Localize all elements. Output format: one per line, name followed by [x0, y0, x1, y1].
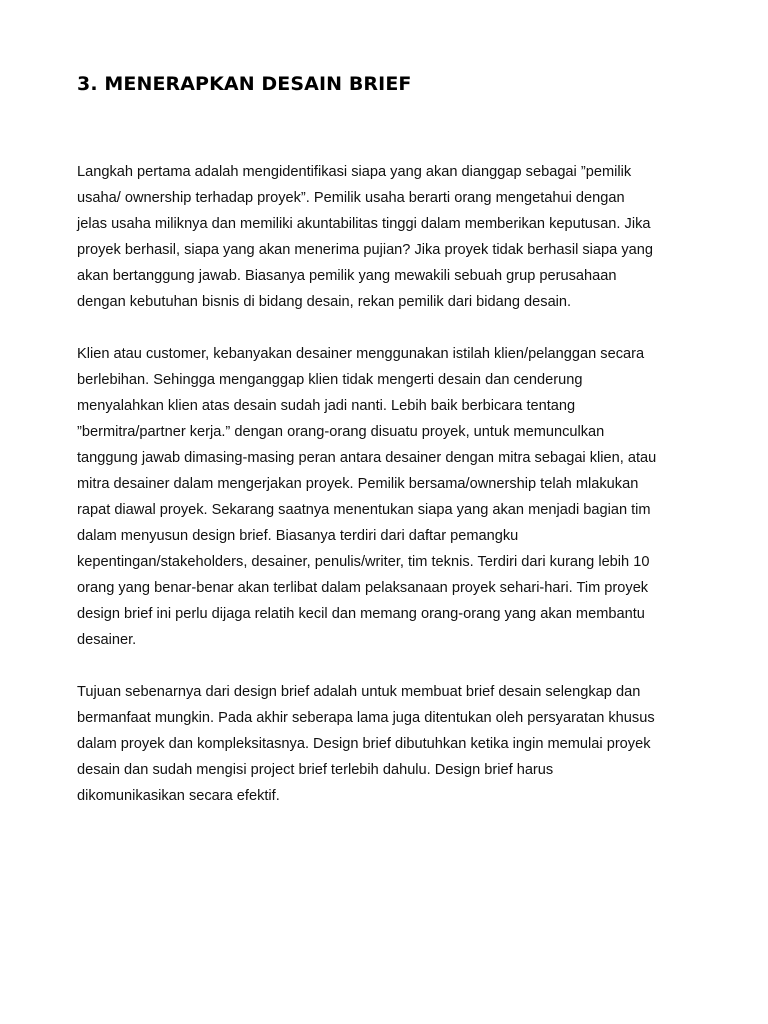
- paragraph-purpose: Tujuan sebenarnya dari design brief adalah untuk membuat brief desain selengkap dan bermanfaat mungkin. Pada akhir seberapa lama juga ditentukan oleh persyaratan khusus dalam proyek dan kompleksitasnya. Design brief dibutuhkan ketika ingin memulai proyek desain dan sudah mengisi project brief terlebih dahulu. Design brief harus dikomunikasikan secara efektif.: [77, 684, 655, 804]
- document-body: [77, 159, 693, 809]
- paragraph-ownership: Langkah pertama adalah mengidentifikasi siapa yang akan dianggap sebagai ”pemilik usaha/ ownership terhadap proyek”. Pemilik usaha berarti orang mengetahui dengan jelas usaha miliknya dan memiliki akuntabilitas tinggi dalam memberikan keputusan. Jika proyek berhasil, siapa yang akan menerima pujian? Jika proyek tidak berhasil siapa yang akan bertanggung jawab. Biasanya pemilik yang mewakili sebuah grup perusahaan dengan kebutuhan bisnis di bidang desain, rekan pemilik dari bidang desain.: [77, 164, 653, 310]
- section-heading: 3. MENERAPKAN DESAIN BRIEF: [77, 73, 412, 95]
- paragraph-client: Klien atau customer, kebanyakan desainer menggunakan istilah klien/pelanggan secara berlebihan. Sehingga menganggap klien tidak mengerti desain dan cenderung menyalahkan klien atas desain sudah jadi nanti. Lebih baik berbicara tentang ”bermitra/partner kerja.” dengan orang-orang disuatu proyek, untuk memunculkan tanggung jawab dimasing-masing peran antara desainer dengan mitra sebagai klien, atau mitra desainer dalam mengerjakan proyek. Pemilik bersama/ownership telah mlakukan rapat diawal proyek. Sekarang saatnya menentukan siapa yang akan menjadi bagian tim dalam menyusun design brief. Biasanya terdiri dari daftar pemangku kepentingan/stakeholders, desainer, penulis/writer, tim teknis. Terdiri dari kurang lebih 10 orang yang benar-benar akan terlibat dalam pelaksanaan proyek sehari-hari. Tim proyek design brief ini perlu dijaga relatih kecil dan memang orang-orang yang akan membantu desainer.: [77, 346, 657, 648]
